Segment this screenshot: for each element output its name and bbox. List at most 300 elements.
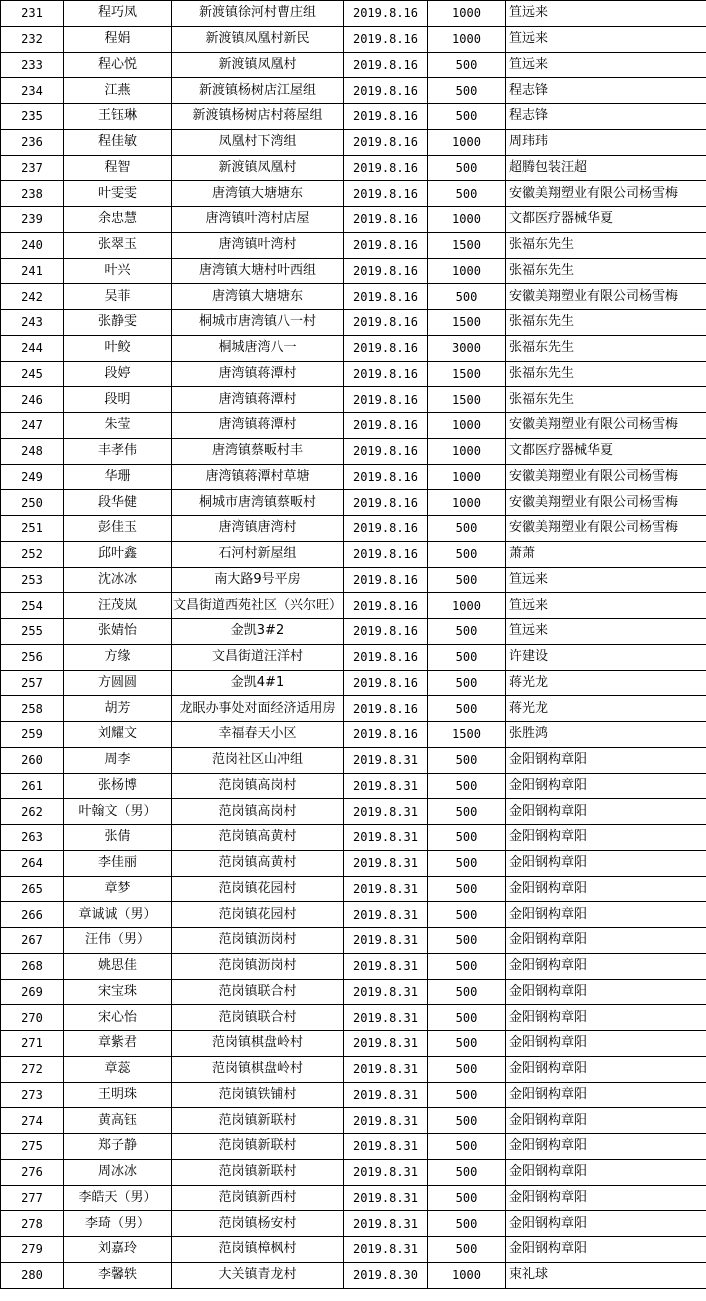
address-cell: 龙眠办事处对面经济适用房 bbox=[172, 696, 344, 722]
table-row bbox=[1, 722, 706, 748]
name-cell: 华珊 bbox=[64, 464, 172, 490]
amount-cell: 1500 bbox=[428, 310, 506, 336]
name-cell: 沈冰冰 bbox=[64, 567, 172, 593]
donor-cell: 金阳钢构章阳 bbox=[506, 1108, 706, 1134]
date-cell: 2019.8.30 bbox=[344, 1262, 428, 1288]
name-cell: 汪伟（男） bbox=[64, 928, 172, 954]
name-cell: 叶雯雯 bbox=[64, 181, 172, 207]
amount-cell: 500 bbox=[428, 1082, 506, 1108]
name-cell: 张翠玉 bbox=[64, 232, 172, 258]
name-cell: 方缘 bbox=[64, 644, 172, 670]
address-cell: 唐湾镇叶湾村店屋 bbox=[172, 207, 344, 233]
row-number-cell: 277 bbox=[1, 1185, 64, 1211]
amount-cell: 500 bbox=[428, 902, 506, 928]
table-row bbox=[1, 104, 706, 130]
row-number-cell: 264 bbox=[1, 850, 64, 876]
amount-cell: 500 bbox=[428, 670, 506, 696]
row-number-cell: 274 bbox=[1, 1108, 64, 1134]
row-number-cell: 234 bbox=[1, 78, 64, 104]
date-cell: 2019.8.31 bbox=[344, 953, 428, 979]
address-cell: 范岗镇联合村 bbox=[172, 979, 344, 1005]
table-row bbox=[1, 619, 706, 645]
amount-cell: 500 bbox=[428, 850, 506, 876]
name-cell: 周李 bbox=[64, 747, 172, 773]
date-cell: 2019.8.16 bbox=[344, 155, 428, 181]
address-cell: 范岗镇沥岗村 bbox=[172, 953, 344, 979]
address-cell: 范岗镇高黄村 bbox=[172, 825, 344, 851]
amount-cell: 1500 bbox=[428, 387, 506, 413]
row-number-cell: 231 bbox=[1, 1, 64, 27]
table-row bbox=[1, 335, 706, 361]
name-cell: 程娟 bbox=[64, 26, 172, 52]
row-number-cell: 252 bbox=[1, 541, 64, 567]
date-cell: 2019.8.16 bbox=[344, 464, 428, 490]
table-row bbox=[1, 1, 706, 27]
address-cell: 范岗镇沥岗村 bbox=[172, 928, 344, 954]
amount-cell: 500 bbox=[428, 644, 506, 670]
donor-cell: 金阳钢构章阳 bbox=[506, 850, 706, 876]
amount-cell: 1500 bbox=[428, 232, 506, 258]
address-cell: 唐湾镇蒋潭村 bbox=[172, 361, 344, 387]
address-cell: 唐湾镇唐湾村 bbox=[172, 516, 344, 542]
date-cell: 2019.8.16 bbox=[344, 52, 428, 78]
amount-cell: 1000 bbox=[428, 26, 506, 52]
address-cell: 新渡镇凤凰村 bbox=[172, 52, 344, 78]
row-number-cell: 250 bbox=[1, 490, 64, 516]
amount-cell: 1000 bbox=[428, 129, 506, 155]
address-cell: 范岗镇杨安村 bbox=[172, 1211, 344, 1237]
donor-cell: 束礼球 bbox=[506, 1262, 706, 1288]
address-cell: 唐湾镇大塘塘东 bbox=[172, 284, 344, 310]
amount-cell: 500 bbox=[428, 1031, 506, 1057]
date-cell: 2019.8.31 bbox=[344, 1108, 428, 1134]
row-number-cell: 239 bbox=[1, 207, 64, 233]
address-cell: 唐湾镇蒋潭村 bbox=[172, 413, 344, 439]
name-cell: 章紫君 bbox=[64, 1031, 172, 1057]
row-number-cell: 261 bbox=[1, 773, 64, 799]
table-row bbox=[1, 1082, 706, 1108]
date-cell: 2019.8.31 bbox=[344, 799, 428, 825]
address-cell: 金凯4#1 bbox=[172, 670, 344, 696]
name-cell: 周冰冰 bbox=[64, 1159, 172, 1185]
date-cell: 2019.8.16 bbox=[344, 490, 428, 516]
donor-cell: 周玮玮 bbox=[506, 129, 706, 155]
name-cell: 刘嘉玲 bbox=[64, 1237, 172, 1263]
address-cell: 唐湾镇大塘塘东 bbox=[172, 181, 344, 207]
table-row bbox=[1, 953, 706, 979]
row-number-cell: 251 bbox=[1, 516, 64, 542]
donor-cell: 张福东先生 bbox=[506, 387, 706, 413]
donor-cell: 笪远来 bbox=[506, 26, 706, 52]
row-number-cell: 265 bbox=[1, 876, 64, 902]
name-cell: 宋宝珠 bbox=[64, 979, 172, 1005]
donor-cell: 笪远来 bbox=[506, 52, 706, 78]
donor-cell: 安徽美翔塑业有限公司杨雪梅 bbox=[506, 181, 706, 207]
amount-cell: 1000 bbox=[428, 1262, 506, 1288]
date-cell: 2019.8.16 bbox=[344, 181, 428, 207]
row-number-cell: 260 bbox=[1, 747, 64, 773]
table-row bbox=[1, 1056, 706, 1082]
donor-cell: 金阳钢构章阳 bbox=[506, 1211, 706, 1237]
amount-cell: 500 bbox=[428, 696, 506, 722]
table-row bbox=[1, 902, 706, 928]
name-cell: 彭佳玉 bbox=[64, 516, 172, 542]
table-row bbox=[1, 747, 706, 773]
donor-cell: 笪远来 bbox=[506, 1, 706, 27]
table-row bbox=[1, 541, 706, 567]
address-cell: 石河村新屋组 bbox=[172, 541, 344, 567]
donor-cell: 金阳钢构章阳 bbox=[506, 979, 706, 1005]
date-cell: 2019.8.31 bbox=[344, 773, 428, 799]
date-cell: 2019.8.16 bbox=[344, 387, 428, 413]
table-row bbox=[1, 284, 706, 310]
date-cell: 2019.8.16 bbox=[344, 310, 428, 336]
donor-cell: 安徽美翔塑业有限公司杨雪梅 bbox=[506, 490, 706, 516]
address-cell: 新渡镇凤凰村 bbox=[172, 155, 344, 181]
date-cell: 2019.8.16 bbox=[344, 232, 428, 258]
address-cell: 范岗镇棋盘岭村 bbox=[172, 1056, 344, 1082]
date-cell: 2019.8.31 bbox=[344, 850, 428, 876]
table-row bbox=[1, 1108, 706, 1134]
date-cell: 2019.8.16 bbox=[344, 335, 428, 361]
name-cell: 段明 bbox=[64, 387, 172, 413]
row-number-cell: 249 bbox=[1, 464, 64, 490]
row-number-cell: 262 bbox=[1, 799, 64, 825]
row-number-cell: 248 bbox=[1, 438, 64, 464]
name-cell: 程智 bbox=[64, 155, 172, 181]
donor-cell: 金阳钢构章阳 bbox=[506, 825, 706, 851]
date-cell: 2019.8.16 bbox=[344, 541, 428, 567]
address-cell: 唐湾镇蒋潭村草塘 bbox=[172, 464, 344, 490]
table-row bbox=[1, 387, 706, 413]
amount-cell: 1000 bbox=[428, 593, 506, 619]
address-cell: 文昌街道汪洋村 bbox=[172, 644, 344, 670]
row-number-cell: 271 bbox=[1, 1031, 64, 1057]
table-row bbox=[1, 876, 706, 902]
table-row bbox=[1, 773, 706, 799]
row-number-cell: 263 bbox=[1, 825, 64, 851]
donor-cell: 张胜鸿 bbox=[506, 722, 706, 748]
row-number-cell: 244 bbox=[1, 335, 64, 361]
date-cell: 2019.8.31 bbox=[344, 1082, 428, 1108]
row-number-cell: 267 bbox=[1, 928, 64, 954]
table-row bbox=[1, 516, 706, 542]
row-number-cell: 237 bbox=[1, 155, 64, 181]
address-cell: 唐湾镇叶湾村 bbox=[172, 232, 344, 258]
amount-cell: 1000 bbox=[428, 207, 506, 233]
date-cell: 2019.8.16 bbox=[344, 722, 428, 748]
donor-cell: 张福东先生 bbox=[506, 258, 706, 284]
name-cell: 方圆圆 bbox=[64, 670, 172, 696]
date-cell: 2019.8.16 bbox=[344, 361, 428, 387]
amount-cell: 500 bbox=[428, 155, 506, 181]
name-cell: 章诚诚（男） bbox=[64, 902, 172, 928]
name-cell: 章梦 bbox=[64, 876, 172, 902]
row-number-cell: 258 bbox=[1, 696, 64, 722]
row-number-cell: 253 bbox=[1, 567, 64, 593]
row-number-cell: 269 bbox=[1, 979, 64, 1005]
date-cell: 2019.8.31 bbox=[344, 876, 428, 902]
amount-cell: 500 bbox=[428, 1159, 506, 1185]
name-cell: 段婷 bbox=[64, 361, 172, 387]
donor-cell: 张福东先生 bbox=[506, 310, 706, 336]
name-cell: 段华健 bbox=[64, 490, 172, 516]
donor-cell: 金阳钢构章阳 bbox=[506, 953, 706, 979]
date-cell: 2019.8.31 bbox=[344, 902, 428, 928]
date-cell: 2019.8.16 bbox=[344, 78, 428, 104]
donor-cell: 文都医疗器械华夏 bbox=[506, 207, 706, 233]
amount-cell: 500 bbox=[428, 1237, 506, 1263]
name-cell: 程佳敏 bbox=[64, 129, 172, 155]
row-number-cell: 241 bbox=[1, 258, 64, 284]
address-cell: 范岗镇新联村 bbox=[172, 1134, 344, 1160]
donor-cell: 金阳钢构章阳 bbox=[506, 928, 706, 954]
row-number-cell: 275 bbox=[1, 1134, 64, 1160]
row-number-cell: 256 bbox=[1, 644, 64, 670]
table-row bbox=[1, 567, 706, 593]
date-cell: 2019.8.31 bbox=[344, 1056, 428, 1082]
amount-cell: 1000 bbox=[428, 490, 506, 516]
name-cell: 汪茂岚 bbox=[64, 593, 172, 619]
table-row bbox=[1, 155, 706, 181]
amount-cell: 1000 bbox=[428, 413, 506, 439]
address-cell: 新渡镇徐河村曹庄组 bbox=[172, 1, 344, 27]
date-cell: 2019.8.16 bbox=[344, 258, 428, 284]
name-cell: 叶翰文（男） bbox=[64, 799, 172, 825]
name-cell: 张倩 bbox=[64, 825, 172, 851]
address-cell: 范岗镇花园村 bbox=[172, 902, 344, 928]
name-cell: 姚思佳 bbox=[64, 953, 172, 979]
table-row bbox=[1, 78, 706, 104]
date-cell: 2019.8.16 bbox=[344, 593, 428, 619]
row-number-cell: 272 bbox=[1, 1056, 64, 1082]
name-cell: 吴菲 bbox=[64, 284, 172, 310]
name-cell: 丰孝伟 bbox=[64, 438, 172, 464]
date-cell: 2019.8.31 bbox=[344, 1134, 428, 1160]
table-row bbox=[1, 850, 706, 876]
address-cell: 范岗镇樟枫村 bbox=[172, 1237, 344, 1263]
table-row bbox=[1, 207, 706, 233]
amount-cell: 500 bbox=[428, 619, 506, 645]
address-cell: 文昌街道西苑社区（兴尔旺） bbox=[172, 593, 344, 619]
address-cell: 范岗镇联合村 bbox=[172, 1005, 344, 1031]
date-cell: 2019.8.16 bbox=[344, 104, 428, 130]
name-cell: 黄高钰 bbox=[64, 1108, 172, 1134]
date-cell: 2019.8.31 bbox=[344, 1159, 428, 1185]
row-number-cell: 235 bbox=[1, 104, 64, 130]
table-row bbox=[1, 1159, 706, 1185]
address-cell: 南大路9号平房 bbox=[172, 567, 344, 593]
table-row bbox=[1, 464, 706, 490]
address-cell: 幸福春天小区 bbox=[172, 722, 344, 748]
amount-cell: 1500 bbox=[428, 722, 506, 748]
table-row bbox=[1, 258, 706, 284]
amount-cell: 1500 bbox=[428, 361, 506, 387]
table-row bbox=[1, 361, 706, 387]
table-row bbox=[1, 928, 706, 954]
amount-cell: 500 bbox=[428, 773, 506, 799]
amount-cell: 500 bbox=[428, 1056, 506, 1082]
name-cell: 邱叶鑫 bbox=[64, 541, 172, 567]
table-row bbox=[1, 310, 706, 336]
name-cell: 李皓天（男） bbox=[64, 1185, 172, 1211]
name-cell: 朱莹 bbox=[64, 413, 172, 439]
donor-cell: 安徽美翔塑业有限公司杨雪梅 bbox=[506, 516, 706, 542]
date-cell: 2019.8.16 bbox=[344, 516, 428, 542]
amount-cell: 500 bbox=[428, 1005, 506, 1031]
name-cell: 李佳丽 bbox=[64, 850, 172, 876]
address-cell: 范岗镇高岗村 bbox=[172, 799, 344, 825]
amount-cell: 500 bbox=[428, 516, 506, 542]
donor-cell: 金阳钢构章阳 bbox=[506, 876, 706, 902]
address-cell: 桐城市唐湾镇八一村 bbox=[172, 310, 344, 336]
row-number-cell: 279 bbox=[1, 1237, 64, 1263]
donor-cell: 张福东先生 bbox=[506, 232, 706, 258]
amount-cell: 500 bbox=[428, 78, 506, 104]
name-cell: 江燕 bbox=[64, 78, 172, 104]
name-cell: 叶兴 bbox=[64, 258, 172, 284]
row-number-cell: 266 bbox=[1, 902, 64, 928]
name-cell: 王明珠 bbox=[64, 1082, 172, 1108]
table-row bbox=[1, 490, 706, 516]
amount-cell: 500 bbox=[428, 979, 506, 1005]
date-cell: 2019.8.31 bbox=[344, 979, 428, 1005]
address-cell: 范岗镇棋盘岭村 bbox=[172, 1031, 344, 1057]
table-row bbox=[1, 670, 706, 696]
date-cell: 2019.8.31 bbox=[344, 1031, 428, 1057]
row-number-cell: 245 bbox=[1, 361, 64, 387]
row-number-cell: 246 bbox=[1, 387, 64, 413]
table-row bbox=[1, 644, 706, 670]
row-number-cell: 236 bbox=[1, 129, 64, 155]
donor-cell: 笪远来 bbox=[506, 593, 706, 619]
donor-cell: 金阳钢构章阳 bbox=[506, 1237, 706, 1263]
name-cell: 程心悦 bbox=[64, 52, 172, 78]
donor-cell: 金阳钢构章阳 bbox=[506, 747, 706, 773]
date-cell: 2019.8.16 bbox=[344, 1, 428, 27]
donor-cell: 许建设 bbox=[506, 644, 706, 670]
amount-cell: 500 bbox=[428, 747, 506, 773]
amount-cell: 1000 bbox=[428, 1, 506, 27]
donor-cell: 金阳钢构章阳 bbox=[506, 1056, 706, 1082]
table-body bbox=[1, 1, 706, 1289]
row-number-cell: 268 bbox=[1, 953, 64, 979]
donor-cell: 蒋光龙 bbox=[506, 670, 706, 696]
donor-cell: 金阳钢构章阳 bbox=[506, 799, 706, 825]
date-cell: 2019.8.16 bbox=[344, 284, 428, 310]
row-number-cell: 240 bbox=[1, 232, 64, 258]
date-cell: 2019.8.16 bbox=[344, 438, 428, 464]
address-cell: 唐湾镇蒋潭村 bbox=[172, 387, 344, 413]
date-cell: 2019.8.16 bbox=[344, 129, 428, 155]
row-number-cell: 270 bbox=[1, 1005, 64, 1031]
donor-cell: 金阳钢构章阳 bbox=[506, 1159, 706, 1185]
table-row bbox=[1, 1237, 706, 1263]
row-number-cell: 273 bbox=[1, 1082, 64, 1108]
row-number-cell: 238 bbox=[1, 181, 64, 207]
donor-cell: 安徽美翔塑业有限公司杨雪梅 bbox=[506, 413, 706, 439]
donor-cell: 金阳钢构章阳 bbox=[506, 902, 706, 928]
amount-cell: 500 bbox=[428, 799, 506, 825]
address-cell: 凤凰村下湾组 bbox=[172, 129, 344, 155]
address-cell: 新渡镇杨树店村蒋屋组 bbox=[172, 104, 344, 130]
donor-cell: 金阳钢构章阳 bbox=[506, 1082, 706, 1108]
donor-cell: 萧萧 bbox=[506, 541, 706, 567]
donor-cell: 超腾包装汪超 bbox=[506, 155, 706, 181]
donor-cell: 金阳钢构章阳 bbox=[506, 1005, 706, 1031]
address-cell: 范岗镇新联村 bbox=[172, 1108, 344, 1134]
date-cell: 2019.8.31 bbox=[344, 747, 428, 773]
date-cell: 2019.8.16 bbox=[344, 26, 428, 52]
row-number-cell: 254 bbox=[1, 593, 64, 619]
name-cell: 郑子静 bbox=[64, 1134, 172, 1160]
address-cell: 范岗社区山冲组 bbox=[172, 747, 344, 773]
name-cell: 叶鲛 bbox=[64, 335, 172, 361]
date-cell: 2019.8.16 bbox=[344, 696, 428, 722]
amount-cell: 1000 bbox=[428, 464, 506, 490]
date-cell: 2019.8.31 bbox=[344, 825, 428, 851]
date-cell: 2019.8.31 bbox=[344, 1237, 428, 1263]
table-row bbox=[1, 1005, 706, 1031]
date-cell: 2019.8.31 bbox=[344, 1211, 428, 1237]
amount-cell: 500 bbox=[428, 953, 506, 979]
row-number-cell: 276 bbox=[1, 1159, 64, 1185]
donor-cell: 金阳钢构章阳 bbox=[506, 1185, 706, 1211]
address-cell: 新渡镇杨树店江屋组 bbox=[172, 78, 344, 104]
date-cell: 2019.8.16 bbox=[344, 413, 428, 439]
row-number-cell: 278 bbox=[1, 1211, 64, 1237]
address-cell: 金凯3#2 bbox=[172, 619, 344, 645]
name-cell: 余忠慧 bbox=[64, 207, 172, 233]
amount-cell: 500 bbox=[428, 567, 506, 593]
name-cell: 王钰琳 bbox=[64, 104, 172, 130]
donor-cell: 笪远来 bbox=[506, 619, 706, 645]
table-row bbox=[1, 181, 706, 207]
table-row bbox=[1, 979, 706, 1005]
name-cell: 张静雯 bbox=[64, 310, 172, 336]
donor-cell: 程志锋 bbox=[506, 104, 706, 130]
table-row bbox=[1, 799, 706, 825]
address-cell: 范岗镇新西村 bbox=[172, 1185, 344, 1211]
donor-cell: 安徽美翔塑业有限公司杨雪梅 bbox=[506, 284, 706, 310]
amount-cell: 1000 bbox=[428, 438, 506, 464]
donor-cell: 蒋光龙 bbox=[506, 696, 706, 722]
address-cell: 唐湾镇大塘村叶西组 bbox=[172, 258, 344, 284]
amount-cell: 1000 bbox=[428, 258, 506, 284]
donor-cell: 张福东先生 bbox=[506, 361, 706, 387]
table-row bbox=[1, 1211, 706, 1237]
row-number-cell: 259 bbox=[1, 722, 64, 748]
table-row bbox=[1, 1031, 706, 1057]
amount-cell: 500 bbox=[428, 181, 506, 207]
table-row bbox=[1, 1134, 706, 1160]
donor-cell: 金阳钢构章阳 bbox=[506, 1031, 706, 1057]
amount-cell: 500 bbox=[428, 1134, 506, 1160]
amount-cell: 500 bbox=[428, 104, 506, 130]
donor-cell: 文都医疗器械华夏 bbox=[506, 438, 706, 464]
table-row bbox=[1, 825, 706, 851]
row-number-cell: 232 bbox=[1, 26, 64, 52]
table-row bbox=[1, 129, 706, 155]
donor-cell: 张福东先生 bbox=[506, 335, 706, 361]
donor-cell: 金阳钢构章阳 bbox=[506, 773, 706, 799]
donor-cell: 金阳钢构章阳 bbox=[506, 1134, 706, 1160]
row-number-cell: 255 bbox=[1, 619, 64, 645]
amount-cell: 500 bbox=[428, 1108, 506, 1134]
amount-cell: 500 bbox=[428, 825, 506, 851]
address-cell: 范岗镇新联村 bbox=[172, 1159, 344, 1185]
row-number-cell: 247 bbox=[1, 413, 64, 439]
